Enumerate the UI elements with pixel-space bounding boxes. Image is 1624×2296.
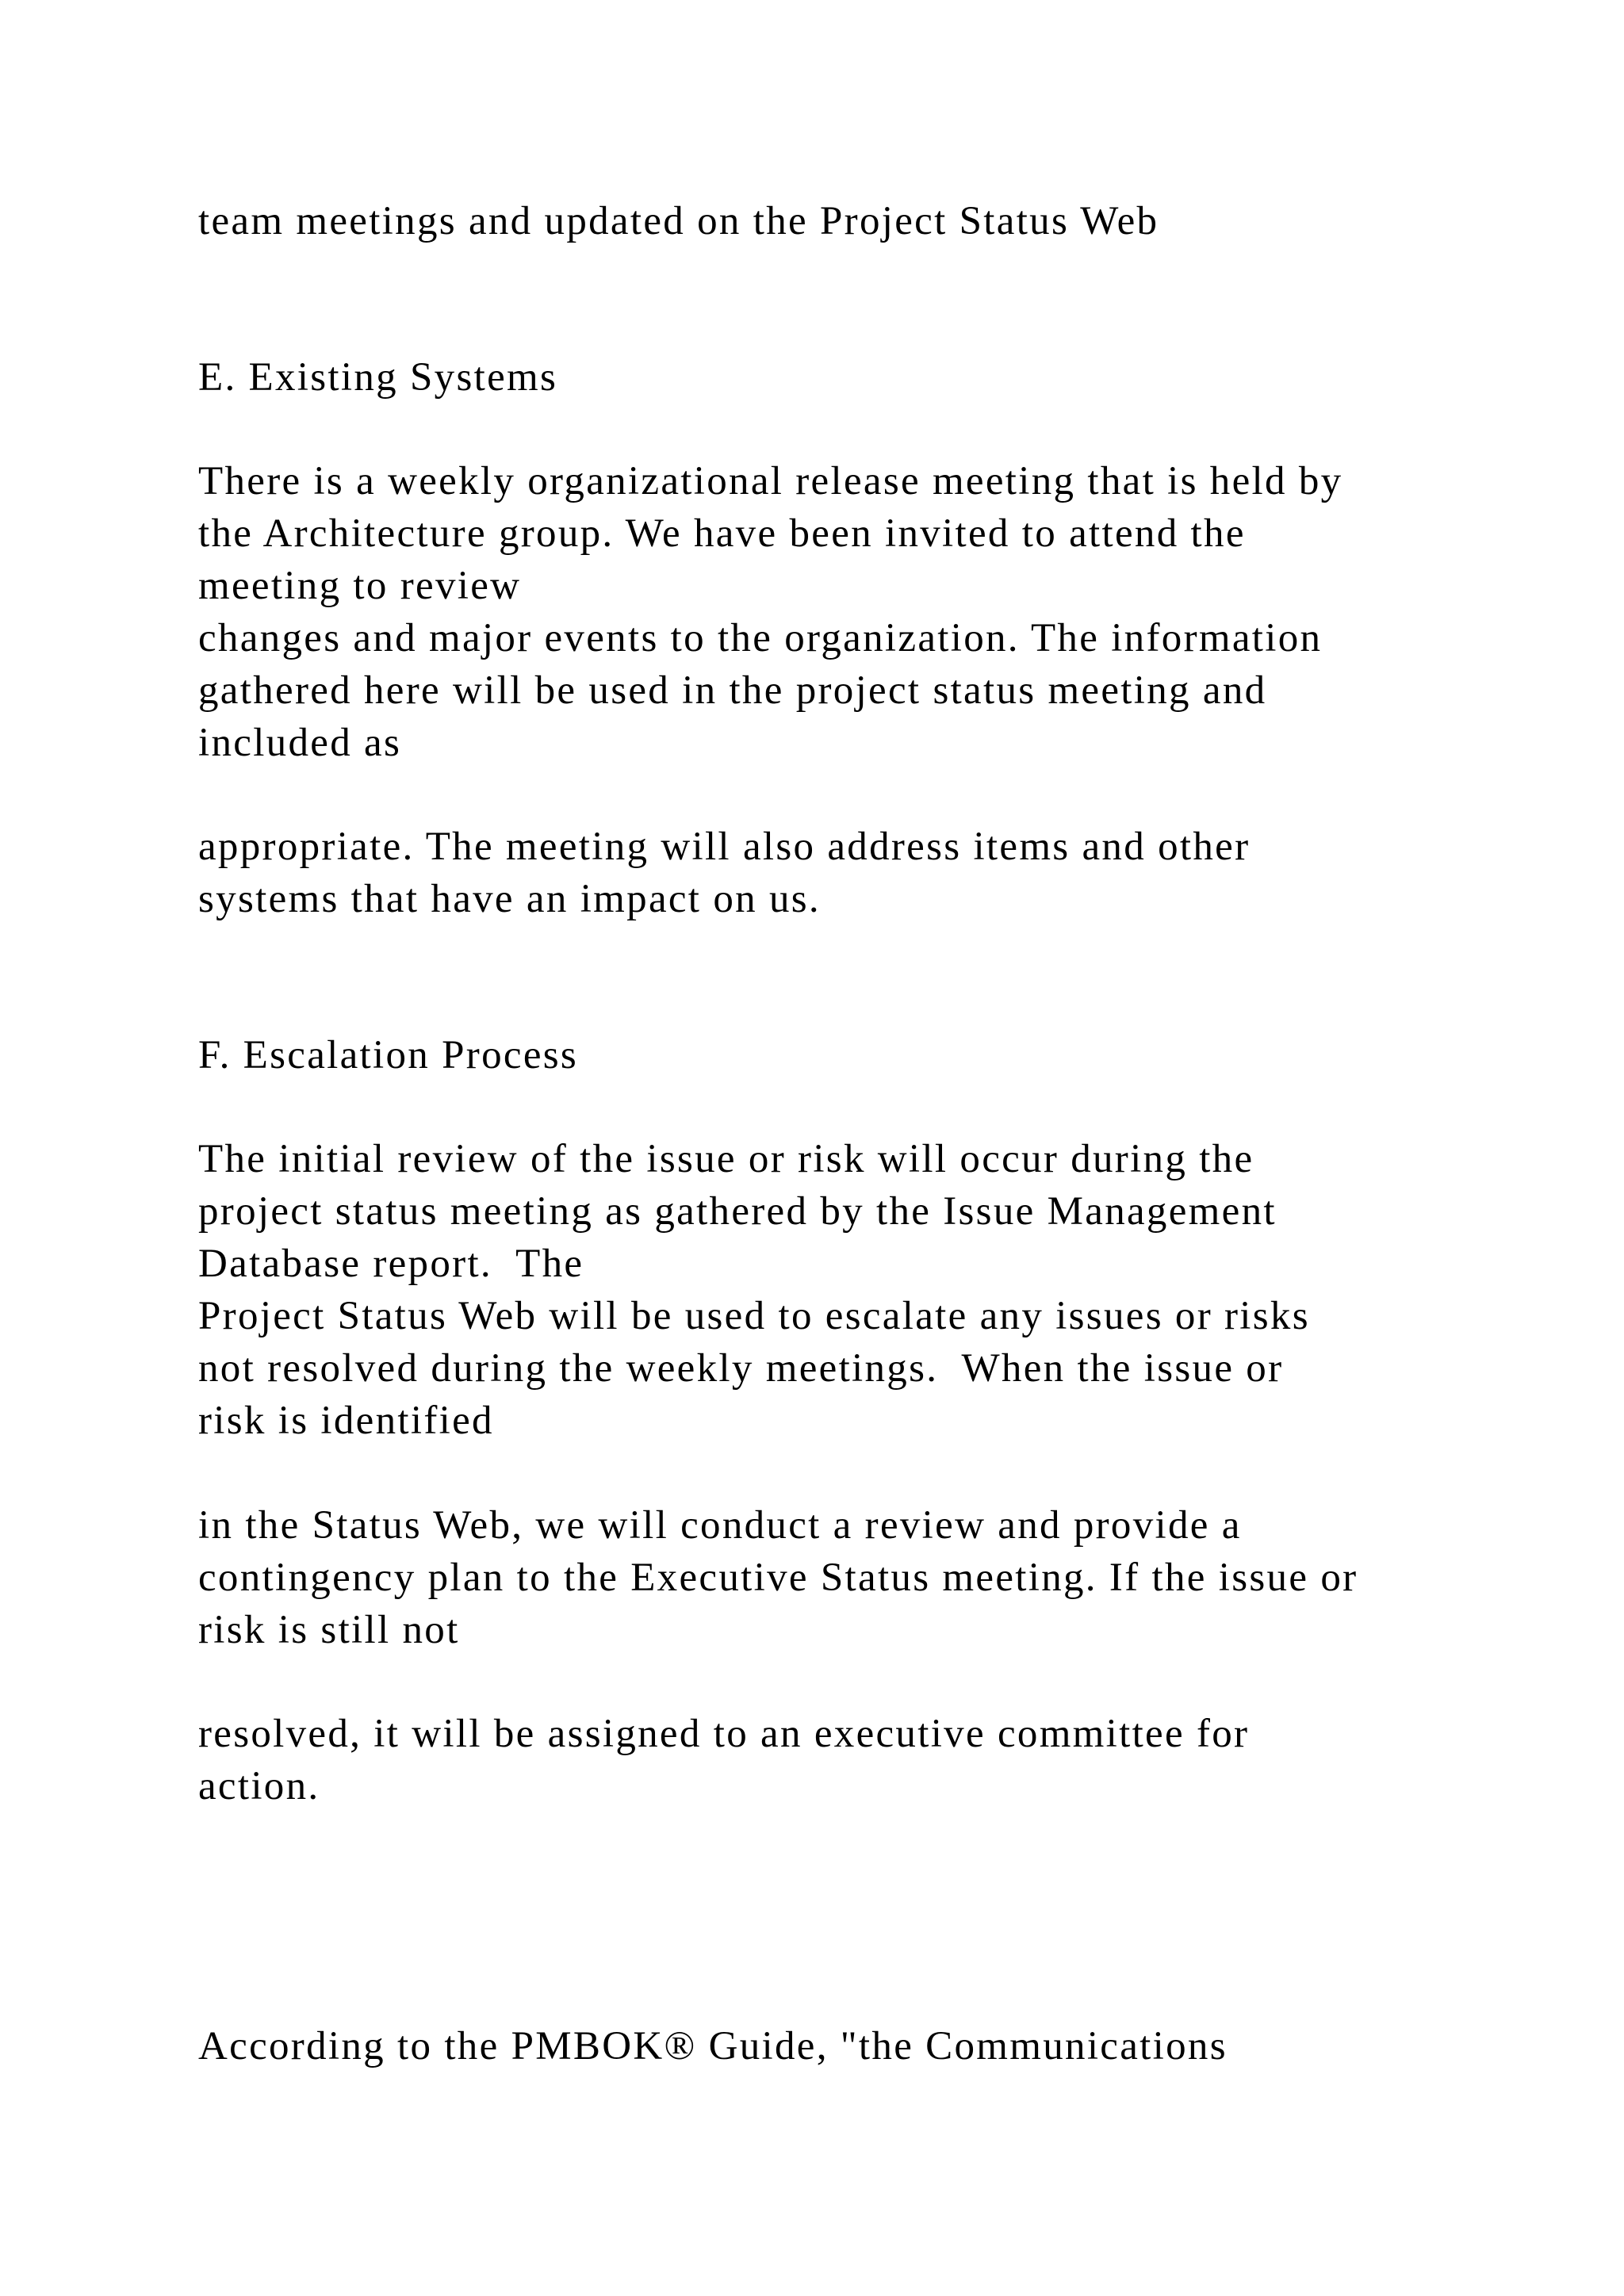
text-line: There is a weekly organizational release meeting that is held by (198, 459, 1343, 503)
text-line: gathered here will be used in the project status meeting and (198, 668, 1267, 713)
text-line: project status meeting as gathered by the Issue Management (198, 1189, 1277, 1234)
intro-line: team meetings and updated on the Project Status Web (198, 199, 1159, 243)
text-line: contingency plan to the Executive Status meeting. If the issue or (198, 1556, 1358, 1600)
section-e-heading: E. Existing Systems (198, 355, 558, 400)
text-line: Project Status Web will be used to escalate any issues or risks (198, 1294, 1310, 1338)
text-line: the Architecture group. We have been invited to attend the (198, 511, 1246, 556)
text-line: risk is still not (198, 1608, 460, 1652)
section-f-heading: F. Escalation Process (198, 1033, 579, 1077)
closing-line: According to the PMBOK® Guide, "the Communications (198, 2024, 1228, 2068)
text-line: systems that have an impact on us. (198, 877, 821, 921)
text-line: meeting to review (198, 564, 522, 608)
text-line: included as (198, 721, 402, 765)
text-line: resolved, it will be assigned to an executive committee for (198, 1712, 1250, 1756)
text-line: changes and major events to the organization. The information (198, 616, 1323, 660)
text-line: action. (198, 1764, 320, 1808)
text-line: not resolved during the weekly meetings. When the issue or (198, 1346, 1284, 1391)
text-line: in the Status Web, we will conduct a review and provide a (198, 1503, 1242, 1548)
text-line: Database report. The (198, 1242, 584, 1286)
text-line: risk is identified (198, 1399, 494, 1443)
text-line: The initial review of the issue or risk will occur during the (198, 1137, 1254, 1181)
text-line: appropriate. The meeting will also address items and other (198, 825, 1251, 869)
